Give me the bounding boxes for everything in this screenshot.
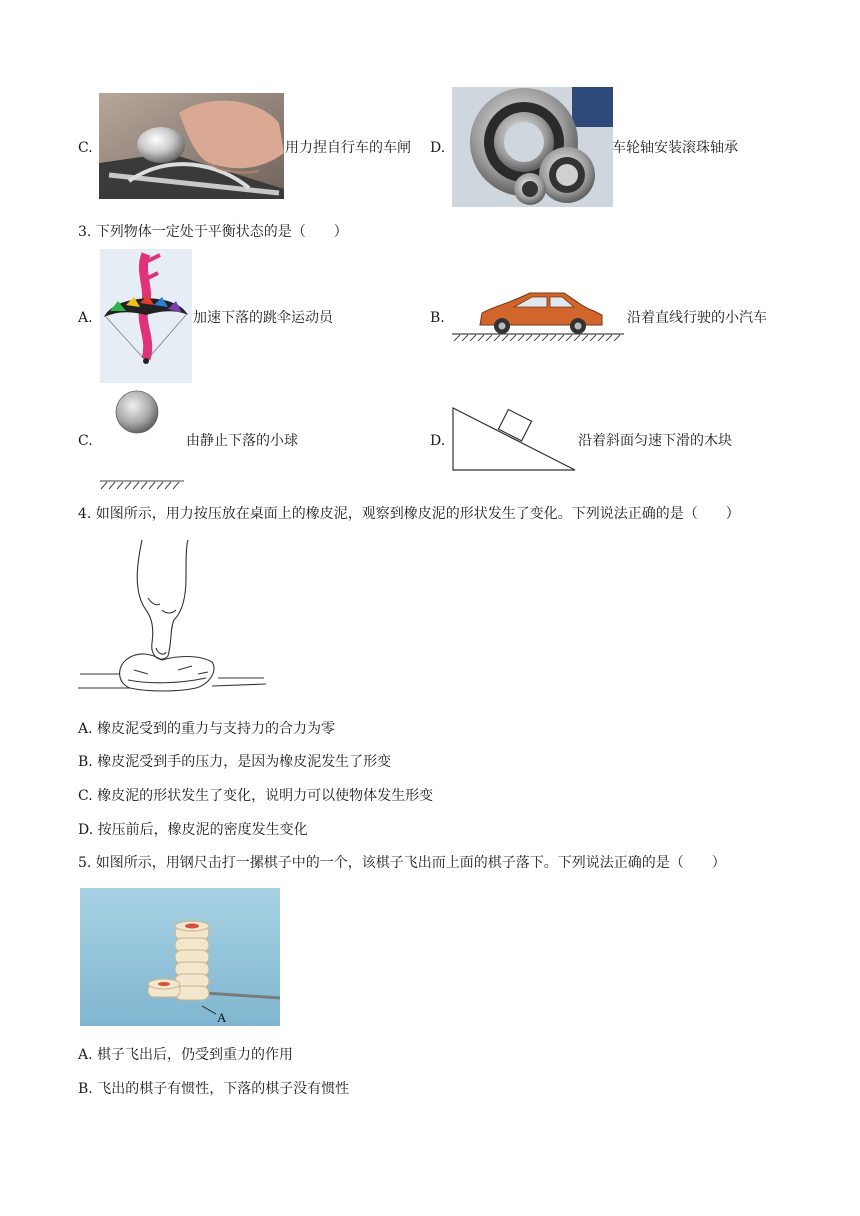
q4-option-c[interactable]: C. 橡皮泥的形状发生了变化，说明力可以使物体发生形变 [78, 788, 434, 804]
q2-option-d-letter[interactable]: D. [430, 140, 446, 156]
q3-option-d-text: 沿着斜面匀速下滑的木块 [578, 433, 732, 449]
q5-option-b[interactable]: B. 飞出的棋子有惯性，下落的棋子没有惯性 [78, 1081, 350, 1097]
car-on-road-figure [452, 285, 624, 341]
q3-option-a-letter[interactable]: A. [78, 310, 93, 326]
figure-label-a: A [217, 1010, 227, 1025]
q4-option-b[interactable]: B. 橡皮泥受到手的压力，是因为橡皮泥发生了形变 [78, 754, 392, 770]
finger-pressing-clay-figure [78, 538, 266, 696]
q4-option-d[interactable]: D. 按压前后，橡皮泥的密度发生变化 [78, 822, 308, 838]
q4-option-a[interactable]: A. 橡皮泥受到的重力与支持力的合力为零 [78, 721, 336, 737]
q2-option-c-text: 用力捏自行车的车闸 [285, 140, 411, 156]
ball-bearing-photo [452, 87, 613, 207]
q3-option-d-letter[interactable]: D. [430, 433, 446, 449]
falling-ball-figure [98, 389, 184, 493]
q3-option-a-text: 加速下落的跳伞运动员 [193, 310, 333, 326]
q5-stem: 5. 如图所示，用钢尺击打一摞棋子中的一个，该棋子飞出而上面的棋子落下。下列说法正确的是（ ） [78, 855, 726, 871]
q3-option-b-text: 沿着直线行驶的小汽车 [627, 310, 767, 326]
q3-option-b-letter[interactable]: B. [430, 310, 445, 326]
q5-option-a[interactable]: A. 棋子飞出后，仍受到重力的作用 [78, 1047, 294, 1063]
q2-option-d-text: 车轮轴安装滚珠轴承 [612, 140, 738, 156]
q4-stem: 4. 如图所示，用力按压放在桌面上的橡皮泥，观察到橡皮泥的形状发生了变化。下列说法正确的是（ ） [78, 506, 740, 522]
q3-option-c-letter[interactable]: C. [78, 433, 93, 449]
bicycle-brake-photo [99, 93, 284, 199]
q2-option-c-letter[interactable]: C. [78, 140, 93, 156]
block-on-incline-figure [452, 406, 578, 472]
q3-stem: 3. 下列物体一定处于平衡状态的是（ ） [78, 224, 348, 240]
parachutist-photo [100, 249, 192, 383]
chess-pieces-photo [80, 888, 280, 1026]
q3-option-c-text: 由静止下落的小球 [186, 433, 298, 449]
